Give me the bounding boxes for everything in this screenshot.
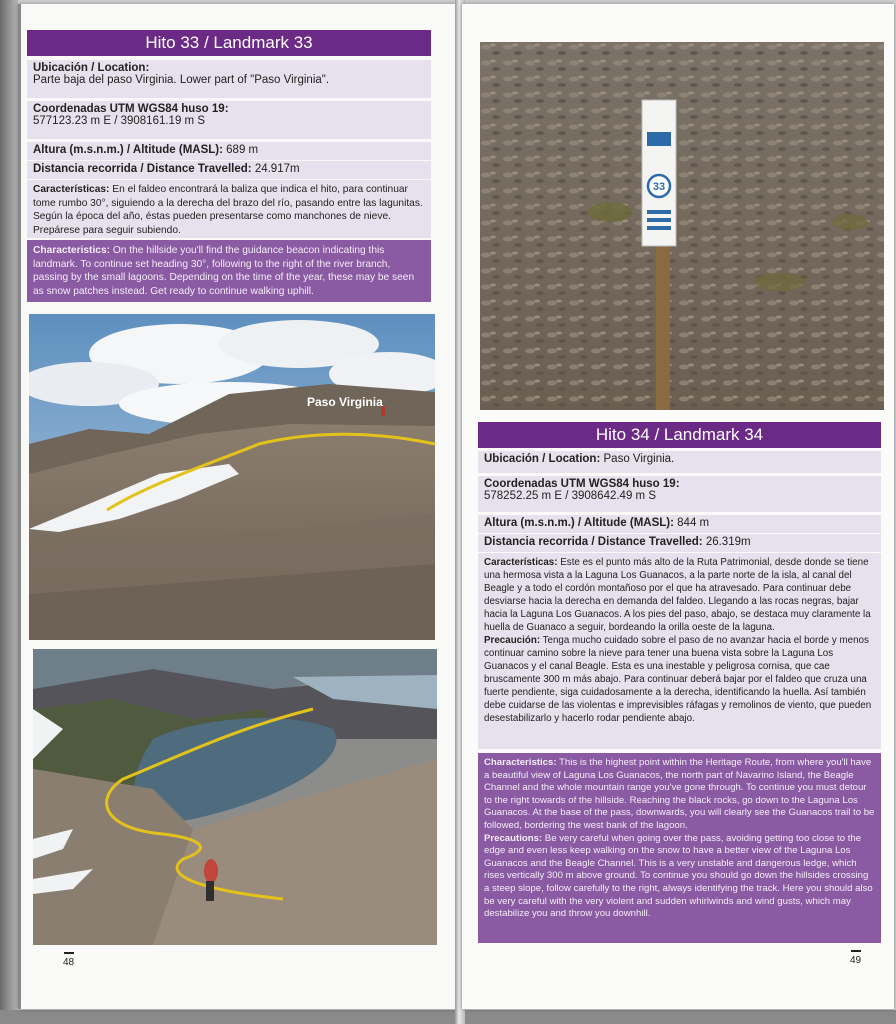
paso-virginia-photo <box>29 314 435 640</box>
coordinates-label: Coordenadas UTM WGS84 huso 19: <box>33 103 229 115</box>
landmark-34-title: Hito 34 / Landmark 34 <box>478 422 881 448</box>
characteristics-en-label-34: Characteristics: <box>484 757 557 768</box>
distance-row-34 <box>478 534 881 552</box>
distance-row <box>27 161 431 179</box>
altitude-row-34 <box>478 515 881 533</box>
book-bottom-edge <box>0 1010 896 1024</box>
altitude-label-34: Altura (m.s.n.m.) / Altitude (MASL): <box>484 517 674 529</box>
location-row <box>27 60 431 98</box>
page-number-left: 48 <box>63 952 74 968</box>
characteristics-es-text-34: Este es el punto más alto de la Ruta Patrimonial, desde donde se tiene una hermosa vista a la Laguna Los Guanacos, a la parte norte de la isla, al canal del Beagle y a todo el cordón montañoso por el que ha atravesado. Para continuar debe desviarse hacia la derecha en demanda del faldeo. Llegando a las rocas negras, bajar hacia la Laguna Los Guanacos. A los pies del paso, abajo, se destaca muy claramente la huella de Guanaco a seguir, bordeando la orilla oeste de la laguna. <box>484 557 871 633</box>
altitude-row <box>27 142 431 160</box>
location-row-34 <box>478 451 881 473</box>
characteristics-es-34 <box>478 553 881 749</box>
distance-label-34: Distancia recorrida / Distance Travelled: <box>484 536 703 548</box>
location-label-34: Ubicación / Location: <box>484 453 601 465</box>
book-left-edge <box>0 0 18 1024</box>
landmark-33-marker-photo <box>480 42 884 410</box>
coordinates-row-34 <box>478 476 881 512</box>
altitude-value: 689 m <box>226 144 259 156</box>
right-page <box>462 4 894 1009</box>
characteristics-es-text: En el faldeo encontrará la baliza que indica el hito, para continuar tome rumbo 30°, siguiendo a la derecha del brazo del río, pasando entre las lagunitas. Según la época del año, éstas pueden presentarse como manchones de nieve. Prepárese para seguir subiendo. <box>33 184 423 236</box>
distance-value: 24.917m <box>254 163 300 175</box>
altitude-label: Altura (m.s.n.m.) / Altitude (MASL): <box>33 144 223 156</box>
characteristics-es-label-34: Características: <box>484 557 558 568</box>
location-value-34: Paso Virginia. <box>603 453 675 465</box>
precautions-en-label: Precautions: <box>484 832 543 844</box>
distance-label: Distancia recorrida / Distance Travelled: <box>33 163 252 175</box>
characteristics-es <box>27 180 431 238</box>
characteristics-en <box>27 240 431 302</box>
landmark-33-title: Hito 33 / Landmark 33 <box>27 30 431 56</box>
coordinates-value-34: 578252.25 m E / 3908642.49 m S <box>484 490 656 502</box>
paso-virginia-label: Paso Virginia <box>307 395 383 409</box>
precautions-en-text: Be very careful when going over the pass, avoiding getting too close to the edge and even less keep walking on the snow to have a better view of the Laguna Los Guanacos and the Beagle Channel. This is a very unstable and dangerous ledge, which rises vertically 300 m above ground. To continue you should go down the hillsides crossing a steep slope, follow carefully to the right, always identifying the track. Here you should also be very careful with the very violent and sudden whirlwinds and wind gusts, which may destabilize you and throw you downhill. <box>484 832 873 920</box>
marker-number: 33 <box>652 181 666 193</box>
location-value: Parte baja del paso Virginia. Lower part of "Paso Virginia". <box>33 74 330 86</box>
precaution-es-text: Tenga mucho cuidado sobre el paso de no avanzar hacia el borde y menos continuar camino sobre la nieve para tener una buena vista sobre la Laguna Los Guanacos y el canal Beagle. Esta es una inestable y peligrosa cornisa, que cae bruscamente 300 m más abajo. Para continuar deberá bajar por el faldeo que cruza una fuerte pendiente, siga cuidadosamente a la derecha, identificando la huella. Así también debe cuidarse de las violentas e imprevisibles ráfagas y remolinos de viento, que pueden desestabilizarlo y hacerlo rodar pendiente abajo. <box>484 635 872 724</box>
characteristics-en-label: Characteristics: <box>33 245 111 256</box>
laguna-landscape <box>33 649 437 945</box>
paso-virginia-landscape <box>29 314 435 640</box>
distance-value-34: 26.319m <box>705 536 751 548</box>
characteristics-en-text-34: This is the highest point within the Heritage Route, from where you'll have a beautiful view of Laguna Los Guanacos, the north part of Navarino Island, the Beagle Channel and the whole mountain range you've gone through. To continue you must detour to the right towards of the hillside. Reaching the black rocks, go down to the Laguna Los Guanacos. At the base of the pass, downwards, you will clearly see the Guanacos trail to be followed, bordering the west bank of the lagoon. <box>484 757 875 831</box>
characteristics-en-34 <box>478 753 881 943</box>
location-label: Ubicación / Location: <box>33 62 150 74</box>
precaution-es-label: Precaución: <box>484 635 541 646</box>
altitude-value-34: 844 m <box>677 517 710 529</box>
left-page <box>18 4 459 1009</box>
rocky-slope-with-marker <box>480 42 884 410</box>
page-number-right: 49 <box>850 950 861 966</box>
characteristics-es-label: Características: <box>33 184 110 195</box>
characteristics-en-text: On the hillside you'll find the guidance beacon indicating this landmark. To continue set heading 30°, following to the right of the river branch, passing by the small lagoons. Depending on the time of the year, these may be seen as snow patches instead. Get ready to continue walking uphill. <box>33 245 415 297</box>
laguna-los-guanacos-photo <box>33 649 437 945</box>
coordinates-row <box>27 101 431 139</box>
coordinates-label-34: Coordenadas UTM WGS84 huso 19: <box>484 478 680 490</box>
coordinates-value: 577123.23 m E / 3908161.19 m S <box>33 115 205 127</box>
